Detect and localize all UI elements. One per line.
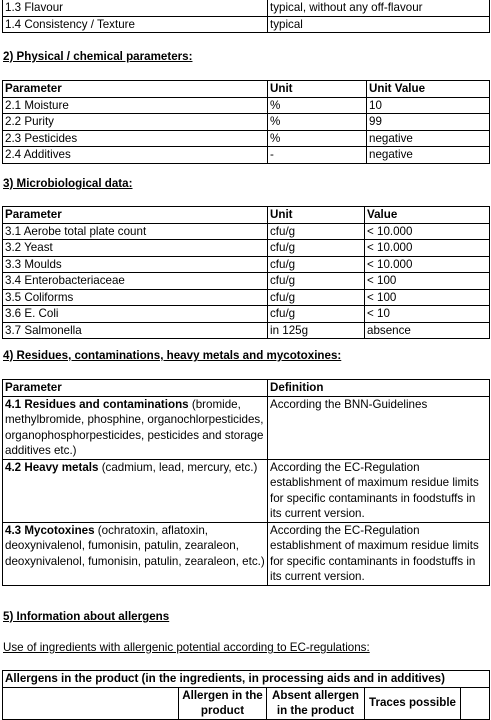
section5-heading: 5) Information about allergens bbox=[3, 610, 170, 623]
section3-table bbox=[2, 206, 490, 339]
table-row bbox=[3, 522, 490, 585]
unit-cell: cfu/g bbox=[268, 223, 365, 240]
column-header-allergen-in-product: Allergen in the product bbox=[179, 687, 267, 719]
column-header bbox=[3, 687, 179, 719]
param-title: 4.1 Residues and contaminations bbox=[5, 397, 189, 411]
value-cell: negative bbox=[367, 147, 490, 164]
section2-heading: 2) Physical / chemical parameters: bbox=[3, 50, 193, 63]
param-cell: 2.4 Additives bbox=[3, 147, 268, 164]
param-cell bbox=[3, 522, 268, 585]
section1-table bbox=[2, 0, 490, 33]
section2-table bbox=[2, 80, 490, 164]
param-cell: 3.4 Enterobacteriaceae bbox=[3, 273, 268, 290]
unit-cell: % bbox=[268, 114, 367, 131]
table-row bbox=[3, 130, 490, 147]
value-cell: < 10.000 bbox=[365, 256, 490, 273]
table-row bbox=[3, 273, 490, 290]
param-detail: (ochratoxin, aflatoxin, deoxynivalenol, fumonisin, patulin, zearaleon, deoxynivalenol, fumonisin, patulin, zearaleon, etc.) bbox=[5, 523, 265, 568]
param-cell bbox=[3, 459, 268, 522]
table-header-row bbox=[3, 687, 490, 719]
table-row bbox=[3, 223, 490, 240]
column-header: Unit bbox=[268, 207, 365, 224]
definition-cell: According the BNN-Guidelines bbox=[268, 396, 490, 459]
section4-table bbox=[2, 379, 490, 586]
table-title-row bbox=[3, 671, 490, 688]
param-cell: 2.2 Purity bbox=[3, 114, 268, 131]
value-cell: < 10.000 bbox=[365, 223, 490, 240]
table-row bbox=[3, 0, 490, 16]
unit-cell: in 125g bbox=[268, 322, 365, 339]
table-row bbox=[3, 306, 490, 323]
allergen-table bbox=[2, 670, 490, 720]
unit-cell: - bbox=[268, 147, 367, 164]
column-header: Unit Value bbox=[367, 81, 490, 98]
value-cell: 10 bbox=[367, 97, 490, 114]
param-title: 4.3 Mycotoxines bbox=[5, 523, 95, 537]
param-cell: 3.6 E. Coli bbox=[3, 306, 268, 323]
table-row bbox=[3, 240, 490, 257]
unit-cell: cfu/g bbox=[268, 306, 365, 323]
table-row bbox=[3, 289, 490, 306]
section4-heading: 4) Residues, contaminations, heavy metals and mycotoxines: bbox=[3, 349, 342, 362]
table-row bbox=[3, 256, 490, 273]
value-cell: typical bbox=[268, 16, 490, 33]
value-cell: < 10.000 bbox=[365, 240, 490, 257]
section5-intro: Use of ingredients with allergenic potential according to EC-regulations: bbox=[3, 641, 370, 654]
column-header-traces-possible: Traces possible bbox=[365, 687, 461, 719]
column-header-absent-allergen: Absent allergen in the product bbox=[267, 687, 365, 719]
param-detail: (cadmium, lead, mercury, etc.) bbox=[98, 460, 258, 474]
value-cell: 99 bbox=[367, 114, 490, 131]
value-cell: < 100 bbox=[365, 289, 490, 306]
unit-cell: % bbox=[268, 130, 367, 147]
value-cell: absence bbox=[365, 322, 490, 339]
table-row bbox=[3, 322, 490, 339]
section3-heading: 3) Microbiological data: bbox=[3, 177, 133, 190]
value-cell: < 100 bbox=[365, 273, 490, 290]
allergen-table-title: Allergens in the product (in the ingredients, in processing aids and in additives) bbox=[3, 671, 490, 688]
table-header-row bbox=[3, 81, 490, 98]
value-cell: negative bbox=[367, 130, 490, 147]
param-cell: 3.2 Yeast bbox=[3, 240, 268, 257]
param-cell: 3.5 Coliforms bbox=[3, 289, 268, 306]
column-header bbox=[461, 687, 490, 719]
value-cell: < 10 bbox=[365, 306, 490, 323]
param-title: 4.2 Heavy metals bbox=[5, 460, 99, 474]
unit-cell: cfu/g bbox=[268, 273, 365, 290]
param-cell bbox=[3, 396, 268, 459]
unit-cell: cfu/g bbox=[268, 256, 365, 273]
param-cell: 1.4 Consistency / Texture bbox=[3, 16, 268, 33]
definition-cell: According the EC-Regulation establishment of maximum residue limits for specific contaminants in foodstuffs in its current version. bbox=[268, 459, 490, 522]
column-header: Unit bbox=[268, 81, 367, 98]
table-header-row bbox=[3, 380, 490, 397]
table-header-row bbox=[3, 207, 490, 224]
column-header: Value bbox=[365, 207, 490, 224]
table-row bbox=[3, 396, 490, 459]
column-header: Parameter bbox=[3, 380, 268, 397]
param-cell: 3.1 Aerobe total plate count bbox=[3, 223, 268, 240]
value-cell: typical, without any off-flavour bbox=[268, 0, 490, 16]
definition-cell: According the EC-Regulation establishment of maximum residue limits for specific contaminants in foodstuffs in its current version. bbox=[268, 522, 490, 585]
table-row bbox=[3, 114, 490, 131]
param-cell: 2.3 Pesticides bbox=[3, 130, 268, 147]
table-row bbox=[3, 147, 490, 164]
table-row bbox=[3, 97, 490, 114]
param-cell: 3.3 Moulds bbox=[3, 256, 268, 273]
column-header: Definition bbox=[268, 380, 490, 397]
param-cell: 2.1 Moisture bbox=[3, 97, 268, 114]
unit-cell: cfu/g bbox=[268, 240, 365, 257]
param-cell: 1.3 Flavour bbox=[3, 0, 268, 16]
column-header: Parameter bbox=[3, 207, 268, 224]
table-row bbox=[3, 459, 490, 522]
param-detail: (bromide, methylbromide, phosphine, organochlorpesticides, organophosphorpesticides, pesticides and storage additives etc.) bbox=[5, 397, 264, 457]
unit-cell: % bbox=[268, 97, 367, 114]
param-cell: 3.7 Salmonella bbox=[3, 322, 268, 339]
column-header: Parameter bbox=[3, 81, 268, 98]
unit-cell: cfu/g bbox=[268, 289, 365, 306]
table-row bbox=[3, 16, 490, 33]
